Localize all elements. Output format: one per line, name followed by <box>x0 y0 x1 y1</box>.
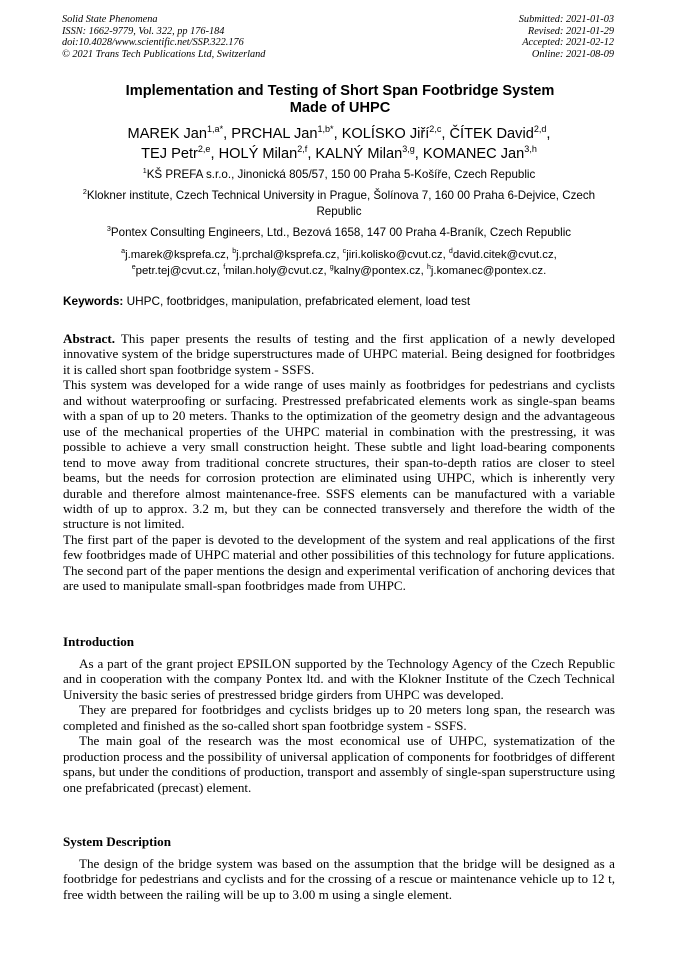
abstract-paragraph-2: This system was developed for a wide range of uses mainly as footbridges for pedestrians and cyclists and without waterproofing or surfacing. Prestressed prefabricated elements work as single-span beams with a span of up to 20 meters. Thanks to the optimization of the geometry design and the advantageous use of the mechanical properties of the UHPC material in combination with the prestressing, it was possible to achieve a very small construction height. These subtle and light load-bearing components tend to move away from traditional concrete structures, their span-to-depth ratios are closer to steel beams, but the needs for corrosion protection are eliminated using UHPC, which is inherently very durable and therefore almost maintenance-free. SSFS elements can be manufactured with a variable width of up to approx. 3.2 m, but they can be connected transversely and therefore the width of the structure is not limited. <box>63 377 615 532</box>
abstract-text: This paper presents the results of testing and the first application of a newly developed innovative system of the bridge superstructures made of UHPC material. Being designed for footbridges it is called short span footbridge system - SSFS. <box>63 331 615 377</box>
revised-date: Revised: 2021-01-29 <box>527 25 614 37</box>
author-name: MAREK Jan <box>127 126 208 142</box>
affiliation-text: Pontex Consulting Engineers, Ltd., Bezová 1658, 147 00 Praha 4-Braník, Czech Republic <box>110 226 572 239</box>
email-sup: b <box>232 248 237 256</box>
author-line-1 <box>40 124 638 144</box>
journal-name: Solid State Phenomena <box>62 14 158 25</box>
email-sup: h <box>426 263 431 271</box>
affiliation-sup: 3 <box>106 224 111 234</box>
abstract-paragraph-4: The second part of the paper mentions the design and experimental verification of anchoring devices that are used to manipulate small-span footbridges made from UHPC. <box>63 562 615 594</box>
author-separator: , <box>441 126 450 142</box>
copyright-line: © 2021 Trans Tech Publications Ltd, Switzerland <box>62 48 266 60</box>
email-sup: d <box>448 248 453 256</box>
author-line-2 <box>40 144 638 164</box>
email-address: j.prchal@ksprefa.cz, <box>236 249 343 261</box>
author-sup: 3,h <box>524 144 537 155</box>
email-line-1 <box>40 248 638 264</box>
keywords-label: Keywords: <box>63 294 124 308</box>
keywords <box>63 294 618 309</box>
author-sup: 2,e <box>197 144 211 155</box>
email-address: david.citek@cvut.cz, <box>452 249 557 261</box>
publication-info <box>62 14 265 60</box>
introduction-paragraph-1: As a part of the grant project EPSILON supported by the Technology Agency of the Czech Republic and in cooperation with the company Pontex ltd. and with the Klokner Institute of the Czech Technical University the basic series of prestressed bridge girders from UHPC was developed. <box>63 656 615 702</box>
submitted-date: Submitted: 2021-01-03 <box>518 14 614 25</box>
system-description-heading: System Description <box>63 834 172 849</box>
paper-title <box>80 83 600 117</box>
email-address: petr.tej@cvut.cz, <box>135 264 224 277</box>
email-line-2 <box>40 264 638 280</box>
abstract-label: Abstract. <box>63 331 115 346</box>
author-name: TEJ Petr <box>141 146 198 162</box>
email-address: j.marek@ksprefa.cz, <box>125 249 233 261</box>
author-sup: 1,b* <box>317 124 334 135</box>
author-sup: 2,c <box>429 124 442 135</box>
author-name: KOMANEC Jan <box>422 146 525 162</box>
doi-line: doi:10.4028/www.scientific.net/SSP.322.176 <box>62 37 244 49</box>
author-name: KALNÝ Milan <box>315 146 403 162</box>
affiliation-text: KŠ PREFA s.r.o., Jinonická 805/57, 150 00 Praha 5-Košíře, Czech Republic <box>146 168 536 181</box>
abstract-paragraph-3: The first part of the paper is devoted to the development of the system and real applications of the first few footbridges made of UHPC material and other possibilities of this technology for future applications. <box>63 531 615 563</box>
email-address: milan.holy@cvut.cz, <box>225 264 330 277</box>
author-name: HOLÝ Milan <box>218 146 298 162</box>
author-sup: 3,g <box>402 144 415 155</box>
email-address: j.komanec@pontex.cz. <box>430 264 547 277</box>
abstract-section <box>63 331 615 594</box>
author-list <box>40 124 638 164</box>
email-address: kalny@pontex.cz, <box>333 264 427 277</box>
email-address: jiri.kolisko@cvut.cz, <box>346 249 449 261</box>
system-description-section <box>63 856 615 902</box>
author-sup: 2,d <box>533 124 547 135</box>
title-line-2: Made of UHPC <box>289 100 391 116</box>
email-list <box>40 248 638 279</box>
keywords-text: UHPC, footbridges, manipulation, prefabricated element, load test <box>123 294 471 308</box>
author-sup: 2,f <box>297 144 308 155</box>
email-sup: a <box>121 248 126 256</box>
email-sup: f <box>223 263 226 271</box>
email-sup: g <box>329 263 334 271</box>
author-separator: , <box>223 126 232 142</box>
author-separator: , <box>414 146 423 162</box>
affiliation-1 <box>50 167 628 183</box>
issn-line: ISSN: 1662-9779, Vol. 322, pp 176-184 <box>62 25 225 37</box>
author-name: PRCHAL Jan <box>231 126 318 142</box>
affiliation-2 <box>70 188 608 219</box>
email-sup: c <box>342 248 347 256</box>
author-name: ČÍTEK David <box>449 126 534 142</box>
email-sup: e <box>131 263 136 271</box>
introduction-heading: Introduction <box>63 634 135 649</box>
author-separator: , <box>210 146 219 162</box>
author-separator: , <box>333 126 342 142</box>
introduction-paragraph-3: The main goal of the research was the most economical use of UHPC, systematization of the production process and the possibility of universal application of components for footbridges of different spans, but under the conditions of production, transport and assembly of single-span superstructure using one prefabricated (precast) element. <box>63 733 615 795</box>
introduction-section <box>63 656 615 795</box>
affiliation-3 <box>50 225 628 241</box>
author-name: KOLÍSKO Jiří <box>341 126 430 142</box>
introduction-paragraph-2: They are prepared for footbridges and cyclists bridges up to 20 meters long span, the research was completed and finished as the so-called short span footbridge system - SSFS. <box>63 702 615 733</box>
author-sup: 1,a* <box>207 124 224 135</box>
affiliation-sup: 2 <box>82 187 87 197</box>
author-separator: , <box>546 126 551 142</box>
title-line-1: Implementation and Testing of Short Span Footbridge System <box>125 83 555 99</box>
abstract-paragraph-1 <box>63 331 615 377</box>
accepted-date: Accepted: 2021-02-12 <box>522 37 614 49</box>
system-description-paragraph-1: The design of the bridge system was based on the assumption that the bridge will be designed as a footbridge for pedestrians and cyclists and for the crossing of a rescue or maintenance vehicle up to 12 t, free width between the railing will be up to 3.00 m using a single element. <box>63 856 615 902</box>
publication-dates <box>519 14 614 60</box>
affiliation-text: Klokner institute, Czech Technical University in Prague, Šolínova 7, 160 00 Praha 6-Dejvice, Czech Republic <box>86 189 596 218</box>
affiliation-sup: 1 <box>142 166 147 176</box>
author-separator: , <box>307 146 316 162</box>
online-date: Online: 2021-08-09 <box>531 48 614 60</box>
